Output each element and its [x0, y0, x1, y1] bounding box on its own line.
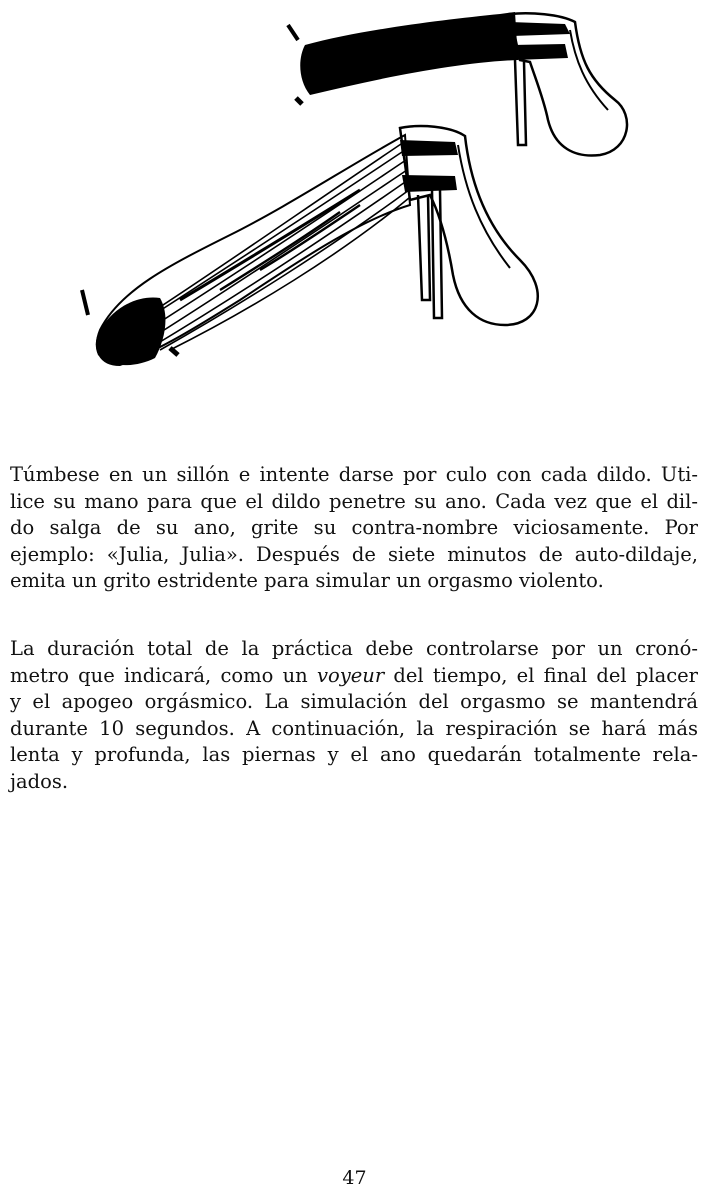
paragraph1-line: emita un grito estridente para simular un orgasmo violento. — [10, 569, 604, 592]
paragraph2-line: La duración total de la práctica debe controlarse por un cronó- — [10, 637, 698, 660]
legs-in-high-heels-illustration — [60, 0, 660, 390]
paragraph2-line2-start: metro que indicará, como un — [10, 663, 317, 687]
paragraph2-line: jados. — [10, 769, 69, 793]
paragraph-duration — [10, 636, 698, 795]
paragraph1-line: lice su mano para que el dildo penetre su ano. Cada vez que el dil- — [10, 489, 698, 513]
upper-leg-icon — [288, 12, 627, 156]
paragraph1-line: Túmbese en un sillón e intente darse por culo con cada dildo. Uti- — [10, 463, 698, 486]
lower-leg-icon — [82, 126, 538, 365]
paragraph1-line: do salga de su ano, grite su contra-nombre viciosamente. Por — [10, 516, 698, 539]
paragraph2-line: lenta y profunda, las piernas y el ano quedarán totalmente rela- — [10, 743, 698, 766]
paragraph2-line: durante 10 segundos. A continuación, la respiración se hará más — [10, 716, 698, 740]
paragraph2-line: y el apogeo orgásmico. La simulación del orgasmo se mantendrá — [10, 690, 698, 713]
paragraph2-line-with-italic — [10, 663, 698, 690]
paragraph2-line2-end: del tiempo, el final del placer — [384, 663, 698, 687]
paragraph-instructions — [10, 462, 698, 595]
italic-word-voyeur: voyeur — [316, 663, 385, 687]
page-number: 47 — [342, 1167, 367, 1189]
paragraph1-line: ejemplo: «Julia, Julia». Después de siete minutos de auto-dildaje, — [10, 542, 698, 566]
